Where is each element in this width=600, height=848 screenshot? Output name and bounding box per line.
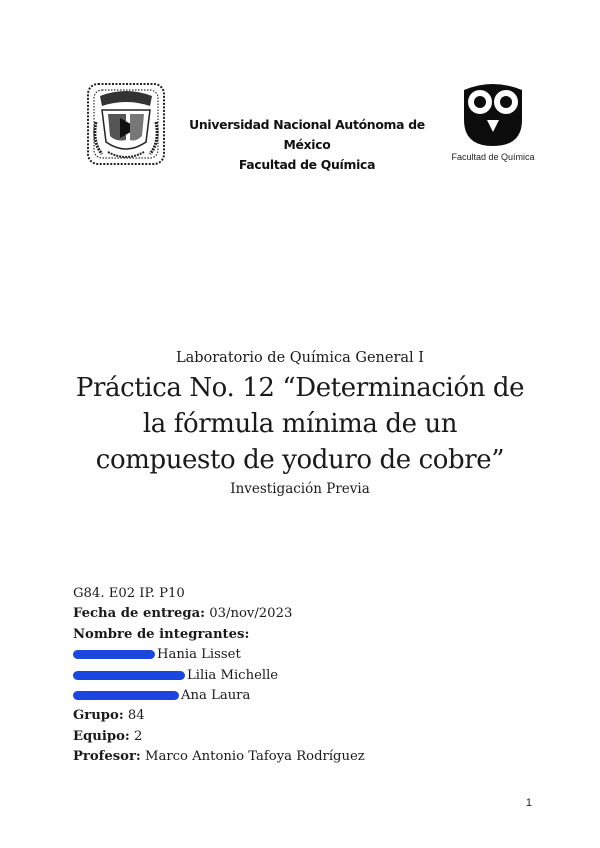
- team-label: Equipo:: [73, 728, 130, 744]
- member-item: [73, 686, 533, 706]
- due-date-line: [73, 604, 533, 624]
- member-name: Ana Laura: [181, 688, 251, 704]
- title-block: [40, 347, 560, 500]
- practice-title-line: compuesto de yoduro de cobre”: [95, 445, 505, 475]
- group-line: [73, 706, 533, 726]
- group-label: Grupo:: [73, 708, 124, 724]
- members-label: Nombre de integrantes:: [73, 626, 250, 642]
- due-date-value: 03/nov/2023: [209, 606, 293, 622]
- document-type: Investigación Previa: [230, 481, 370, 497]
- member-name: Lilia Michelle: [187, 667, 279, 683]
- info-block: [73, 584, 533, 768]
- redaction-mark: [73, 671, 185, 680]
- logo-caption: Facultad de Química: [451, 152, 535, 162]
- due-date-label: Fecha de entrega:: [73, 606, 206, 622]
- redaction-mark: [73, 650, 155, 659]
- team-value: 2: [133, 728, 143, 744]
- member-name: Hania Lisset: [157, 647, 241, 663]
- page-number: 1: [525, 797, 532, 809]
- faculty-name: Facultad de Química: [238, 157, 376, 172]
- document-code: G84. E02 IP. P10: [73, 586, 185, 601]
- professor-label: Profesor:: [73, 749, 141, 765]
- redaction-mark: [73, 691, 179, 700]
- university-name: Universidad Nacional Autónoma de México: [189, 117, 425, 152]
- facultad-quimica-logo: [458, 80, 528, 150]
- member-item: [73, 645, 533, 665]
- practice-title-line: la fórmula mínima de un: [142, 409, 458, 439]
- member-item: [73, 666, 533, 686]
- unam-seal-logo: [86, 82, 166, 166]
- lab-name: Laboratorio de Química General I: [175, 350, 425, 366]
- team-line: [73, 727, 533, 747]
- group-value: 84: [127, 708, 145, 724]
- members-heading: [73, 625, 533, 645]
- professor-line: [73, 747, 533, 767]
- professor-value: Marco Antonio Tafoya Rodríguez: [144, 749, 365, 765]
- practice-title-line: Práctica No. 12 “Determinación de: [75, 373, 525, 403]
- university-header: [172, 115, 442, 175]
- practice-title: [40, 370, 560, 478]
